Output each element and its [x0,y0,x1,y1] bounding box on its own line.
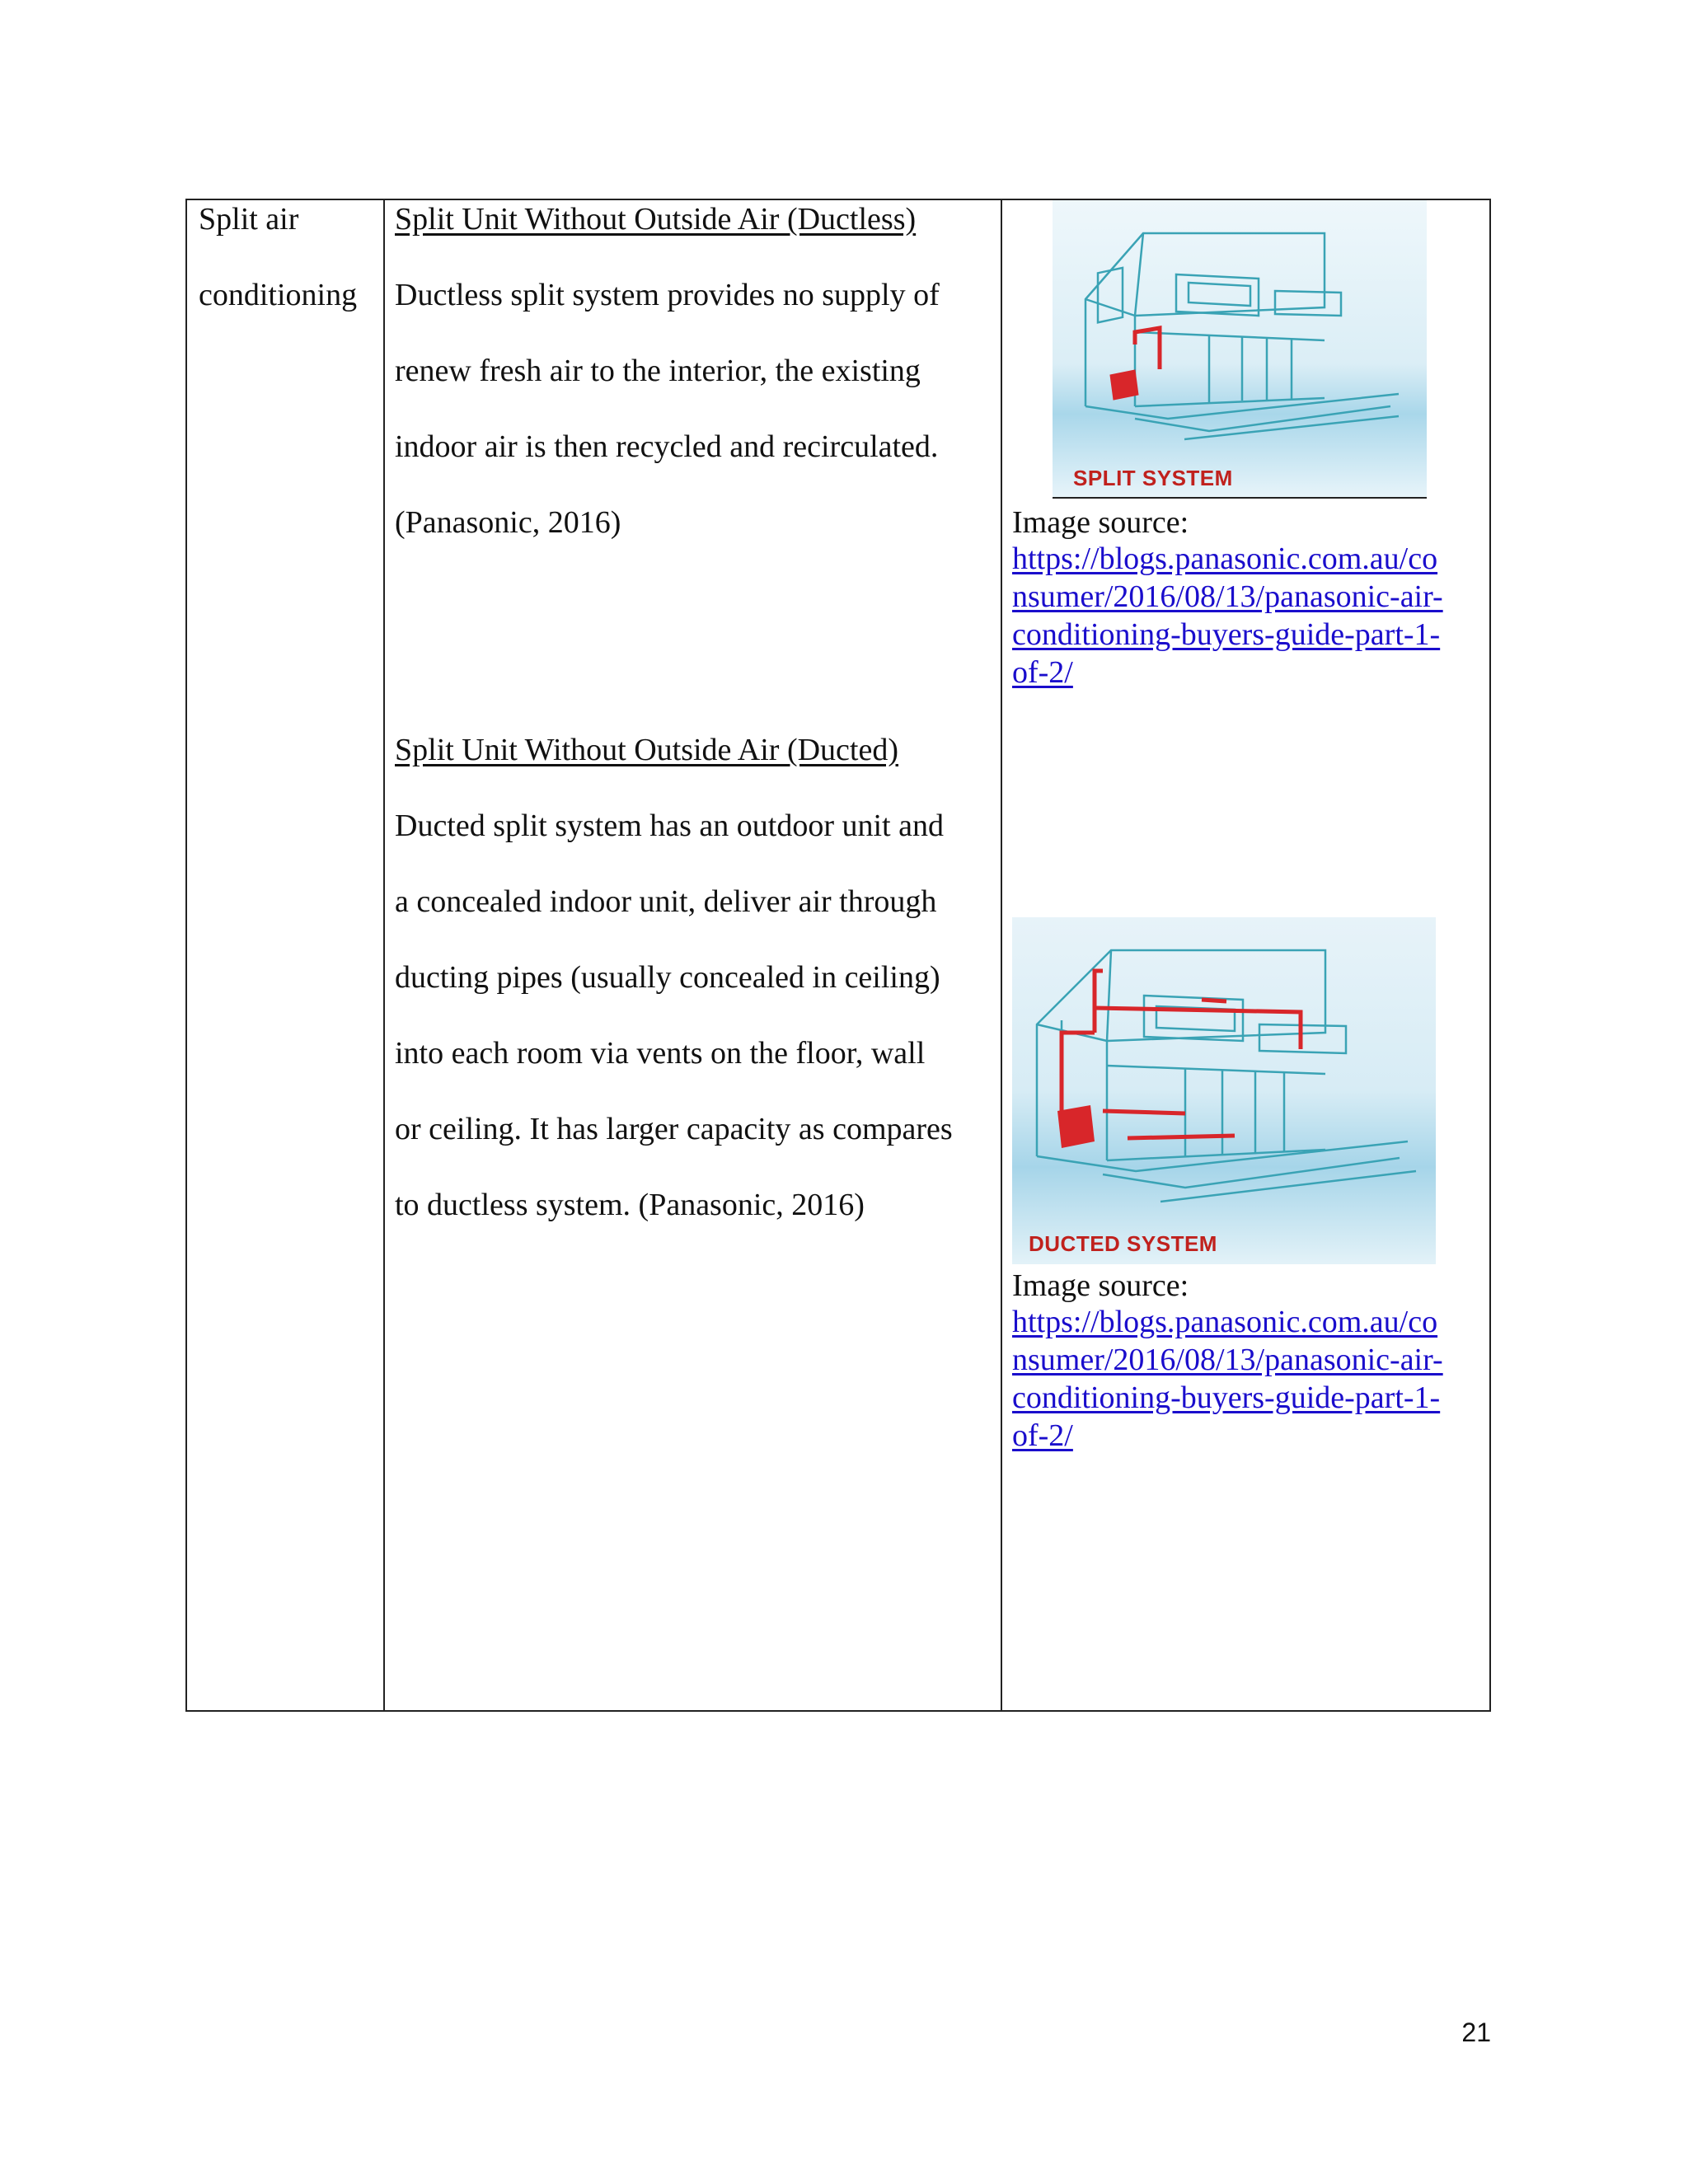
image-rule [1053,497,1427,499]
body-line: ducting pipes (usually concealed in ceiling) [395,960,940,995]
page-number: 21 [1461,2018,1491,2047]
section-heading-ducted: Split Unit Without Outside Air (Ducted) [395,733,899,767]
image-source-link[interactable]: conditioning-buyers-guide-part-1- [1012,1380,1441,1415]
split-system-illustration [1053,200,1427,497]
ducted-system-illustration [1012,917,1436,1264]
image-source-link[interactable]: of-2/ [1012,655,1073,690]
body-line: or ceiling. It has larger capacity as compares [395,1112,953,1146]
body-line: indoor air is then recycled and recirculated. [395,429,939,464]
column-divider-2 [1001,200,1002,1710]
image-source-link[interactable]: https://blogs.panasonic.com.au/co [1012,541,1438,576]
image-source-label: Image source: [1012,505,1189,540]
category-line-1: Split air [199,202,299,237]
image-source-link[interactable]: nsumer/2016/08/13/panasonic-air- [1012,579,1443,614]
column-divider-1 [383,200,385,1710]
body-line: to ductless system. (Panasonic, 2016) [395,1188,865,1222]
image-source-link[interactable]: of-2/ [1012,1418,1073,1453]
body-line: a concealed indoor unit, deliver air through [395,884,937,919]
section-heading-ductless: Split Unit Without Outside Air (Ductless) [395,202,917,237]
body-line: (Panasonic, 2016) [395,505,621,540]
image-source-label: Image source: [1012,1268,1189,1303]
split-system-image [1053,200,1427,497]
ducted-system-caption: DUCTED SYSTEM [1029,1231,1217,1256]
body-line: Ductless split system provides no supply of [395,278,940,312]
category-line-2: conditioning [199,278,358,312]
image-source-link[interactable]: conditioning-buyers-guide-part-1- [1012,617,1441,652]
body-line: renew fresh air to the interior, the existing [395,354,921,388]
body-line: Ducted split system has an outdoor unit and [395,808,944,843]
split-system-caption: SPLIT SYSTEM [1073,466,1233,490]
ducted-system-image [1012,917,1436,1264]
body-line: into each room via vents on the floor, wall [395,1036,926,1071]
image-source-link[interactable]: nsumer/2016/08/13/panasonic-air- [1012,1343,1443,1377]
image-source-link[interactable]: https://blogs.panasonic.com.au/co [1012,1305,1438,1339]
